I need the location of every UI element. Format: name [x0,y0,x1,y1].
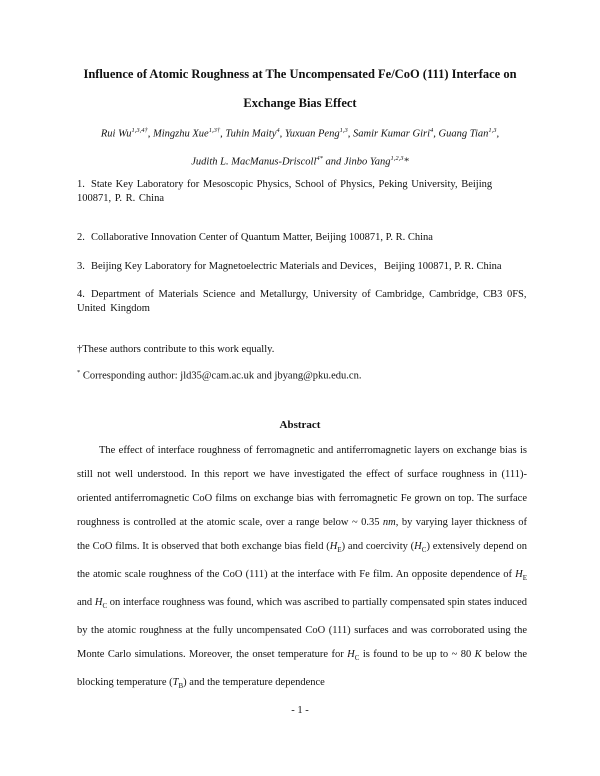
author-name: Mingzhu Xue [152,128,209,140]
author-affiliation-mark: 1,3 [339,127,348,134]
affiliation-4 [77,288,527,316]
affiliation-number: 1. [77,179,85,190]
affiliation-text: Department of Materials Science and Metallurgy, University of Cambridge, Cambridge, CB3 0FS, United Kingdom [77,289,527,314]
author-affiliation-mark: 4 [430,127,434,134]
author-affiliation-mark: 4 [276,127,280,134]
author-name: Jinbo Yang [343,156,391,168]
author-name: Judith L. MacManus-Driscoll [191,156,317,168]
corresponding-mark: * [77,369,81,376]
affiliation-number: 3. [77,261,85,272]
unit-nm: nm [382,516,396,528]
affiliation-1 [77,178,527,206]
symbol-hc: H [347,648,355,660]
affiliation-2 [77,231,527,245]
author-affiliation-mark: 4* [316,155,323,162]
corresponding-star: * [403,156,409,168]
author-list-line-2 [50,152,550,170]
author-name: Guang Tian [438,128,489,140]
equal-contribution-note: †These authors contribute to this work equally. [77,344,275,355]
author-name: Samir Kumar Giri [352,128,430,140]
author-affiliation-mark: 1,2,3 [390,155,404,162]
affiliation-text: State Key Laboratory for Mesoscopic Physics, School of Physics, Peking University, Beijing 100871, P. R. China [77,179,493,204]
affiliation-3 [77,260,527,274]
page-number: - 1 - [291,705,309,716]
author-conjunction: and [325,156,342,168]
symbol-hc: H [414,540,422,552]
symbol-he: H [329,540,338,552]
paper-title-line-1: Influence of Atomic Roughness at The Uncompensated Fe/CoO (111) Interface on [83,67,517,81]
author-affiliation-mark: 1,3 [488,127,497,134]
author-affiliation-mark: 1,3† [208,127,221,134]
author-list-line-1: Rui $Wu^{1,3,4\dagger}$, Mingzhu Xue$^{1,3\dagger}$, Tuhin Maity$^4$, Yuxuan Peng$^{1,3}$, Samir Kumar Giri$^4$, Guang Tian$^{1,3}$, [100,127,500,140]
unit-kelvin: K [474,648,482,660]
author-name: Tuhin Maity [225,128,277,140]
paper-title-line-2: Exchange Bias Effect [243,96,357,110]
author-name: Rui Wu [100,128,132,140]
symbol-he: H [515,568,523,580]
corresponding-author-note [77,366,361,384]
affiliation-number: 2. [77,232,85,243]
author-affiliation-mark: 1,3,4† [131,127,148,134]
affiliation-text: Beijing Key Laboratory for Magnetoelectric Materials and Devices，Beijing 100871, P. R. China [91,261,502,272]
affiliation-text: Collaborative Innovation Center of Quantum Matter, Beijing 100871, P. R. China [91,232,433,243]
author-name: Yuxuan Peng [284,128,340,140]
abstract-body: The effect of interface roughness of ferromagnetic and antiferromagnetic layers on exchange bias is still not well understood. In this report we have investigated the effect of surface roughness in (111)-oriented antiferromagnetic CoO films on exchange bias with ferromagnetic Fe grown on top. The surface roughness is controlled at the atomic scale, over a range below ~ 0.35 nm, by varying layer thickness of the CoO films. It is observed that both exchange bias field $(H_E)$ and coercivity $(H_C)$ extensively depend on the atomic scale roughness of the CoO (111) at the interface with Fe film. An opposite dependence of $H_E$ and $H_C$ on interface roughness was found, which was ascribed to partially compensated spin states induced by the atomic roughness at the fully uncompensated CoO (111) surfaces and was corroborated using the Monte Carlo simulations. Moreover, the onset temperature for $H_C$ is found to be up to ~ 80 K below the blocking temperature $(T_B)$ and the temperature dependence [77,445,527,690]
abstract-heading: Abstract [279,419,321,431]
symbol-hc: H [94,596,103,608]
corresponding-author-text: Corresponding author: jld35@cam.ac.uk and jbyang@pku.edu.cn. [82,370,362,382]
symbol-tb: T [172,676,179,688]
affiliation-number: 4. [77,289,85,300]
